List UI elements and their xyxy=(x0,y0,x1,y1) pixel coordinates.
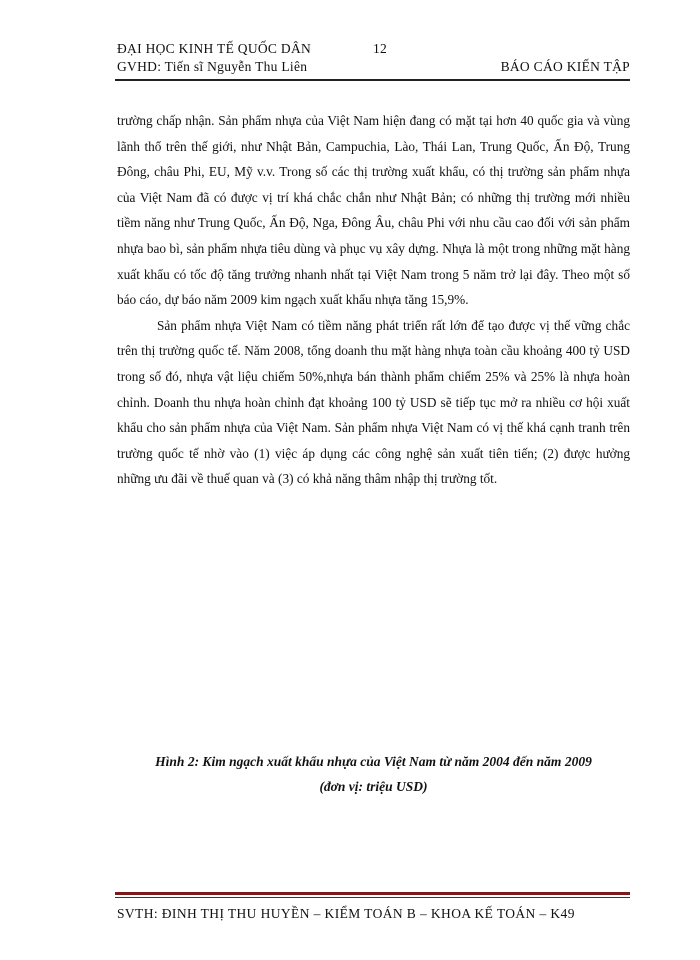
footer-divider-thick xyxy=(115,892,630,895)
supervisor-name: GVHD: Tiến sĩ Nguyễn Thu Liên xyxy=(117,59,308,74)
footer-text: SVTH: ĐINH THỊ THU HUYỀN – KIỂM TOÁN B – KHOA KẾ TOÁN – K49 xyxy=(117,906,575,921)
figure-unit: (đơn vị: triệu USD) xyxy=(319,779,428,794)
footer-divider-thin xyxy=(115,897,630,898)
paragraph-2: Sản phẩm nhựa Việt Nam có tiềm năng phát triển rất lớn để tạo được vị thế vững chắc trên thị trường quốc tế. Năm 2008, tổng doanh thu mặt hàng nhựa toàn cầu khoảng 400 tỷ USD trong số đó, nhựa vật liệu chiếm 50%,nhựa bán thành phẩm chiếm 25% và 25% là nhựa hoàn chỉnh. Doanh thu nhựa hoàn chỉnh đạt khoảng 100 tỷ USD sẽ tiếp tục mở ra nhiều cơ hội xuất khẩu cho sản phẩm nhựa của Việt Nam. Sản phẩm nhựa Việt Nam có vị thế khá cạnh tranh trên trường quốc tế nhờ vào (1) việc áp dụng các công nghệ sản xuất tiên tiến; (2) được hưởng những ưu đãi về thuế quan và (3) có khả năng thâm nhập thị trường tốt. xyxy=(117,317,630,487)
paragraph-1: trường chấp nhận. Sản phẩm nhựa của Việt Nam hiện đang có mặt tại hơn 40 quốc gia và vùng lãnh thổ trên thế giới, như Nhật Bản, Campuchia, Lào, Thái Lan, Trung Quốc, Ấn Độ, Trung Đông, châu Phi, EU, Mỹ v.v. Trong số các thị trường xuất khẩu, có thị trường sản phẩm nhựa của Việt Nam đã có được vị trí khá chắc chắn như Nhật Bản; có những thị trường mới nhiều tiềm năng như Trung Quốc, Ấn Độ, Nga, Đông Âu, châu Phi với nhu cầu cao đối với sản phẩm nhựa bao bì, sản phẩm nhựa tiêu dùng và phục vụ xây dựng. Nhựa là một trong những mặt hàng xuất khẩu có tốc độ tăng trưởng nhanh nhất tại Việt Nam trong 5 năm trở lại đây. Theo một số báo cáo, dự báo năm 2009 kim ngạch xuất khẩu nhựa tăng 15,9%. xyxy=(117,113,630,308)
university-name: ĐẠI HỌC KINH TẾ QUỐC DÂN xyxy=(117,41,312,56)
body-text xyxy=(117,108,630,492)
header-divider xyxy=(115,79,630,81)
page-number: 12 xyxy=(373,41,388,56)
figure-caption: Hình 2: Kim ngạch xuất khẩu nhựa của Việt Nam từ năm 2004 đến năm 2009 xyxy=(155,754,592,769)
report-type: BÁO CÁO KIẾN TẬP xyxy=(500,59,630,74)
